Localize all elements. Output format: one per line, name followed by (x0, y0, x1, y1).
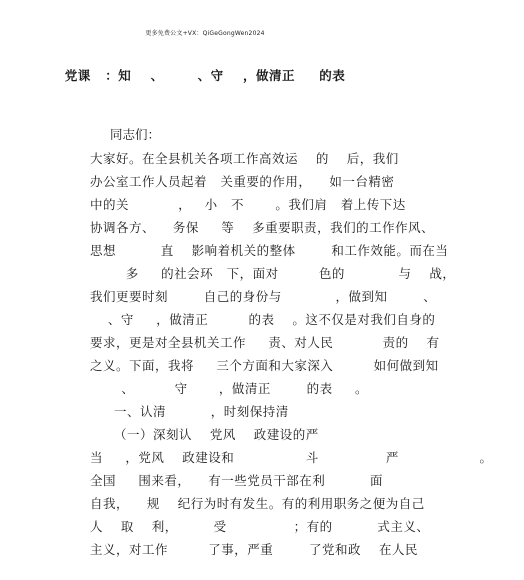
body-line: 全国 围来看， 有一些党员干部在利 面 (90, 473, 383, 488)
body-line: 中的关 ， 小 不 。我们肩 着上传下达 (90, 197, 406, 212)
body-line: 、 守 ，做清正 的表 。 (90, 381, 369, 396)
body-line: 人 取 利， 受 ；有的 式主义、 (90, 519, 430, 534)
body-line: 、守 ，做清正 的表 。这不仅是对我们自身的 (90, 312, 436, 327)
salutation: 同志们： (110, 127, 161, 142)
body-line: 自我， 规 纪行为时有发生。有的利用职务之便为自己 (90, 496, 425, 511)
body-line: 多 的社会环 下，面对 色的 与 战， (90, 266, 456, 281)
body-line: 我们更要时刻 自己的身份与 ，做到知 、 (90, 289, 437, 304)
body-line: 大家好。在全县机关各项工作高效运 的 后，我们 (90, 151, 399, 166)
body-line: 办公室工作人员起着 关重要的作用， 如一台精密 (90, 174, 395, 189)
body-line: 之义。下面，我将 三个方面和大家深入 如何做到知 (90, 358, 439, 373)
body-line: 要求，更是对全县机关工作 责、对人民 责的 有 (90, 335, 440, 350)
body-line: 当 ，党风 政建设和 斗 严 。 (90, 450, 493, 465)
subsection-heading: （一）深刻认 党风 政建设的严 (114, 427, 319, 442)
page-title: 党课 ：知 、 、守 ，做清正 的表 (64, 68, 346, 83)
body-line: 主义，对工作 了事，严重 了党和政 在人民 (90, 542, 418, 557)
body-line: 思想 直 影响着机关的整体 和工作效能。而在当 (90, 243, 449, 258)
section-heading: 一、认清 ，时刻保持清 (114, 404, 289, 419)
body-line: 协调各方、 务保 等 多重要职责，我们的工作作风、 (90, 220, 435, 235)
page-header: 更多免费公文+VX：QiGeGongWen2024 (145, 30, 265, 37)
